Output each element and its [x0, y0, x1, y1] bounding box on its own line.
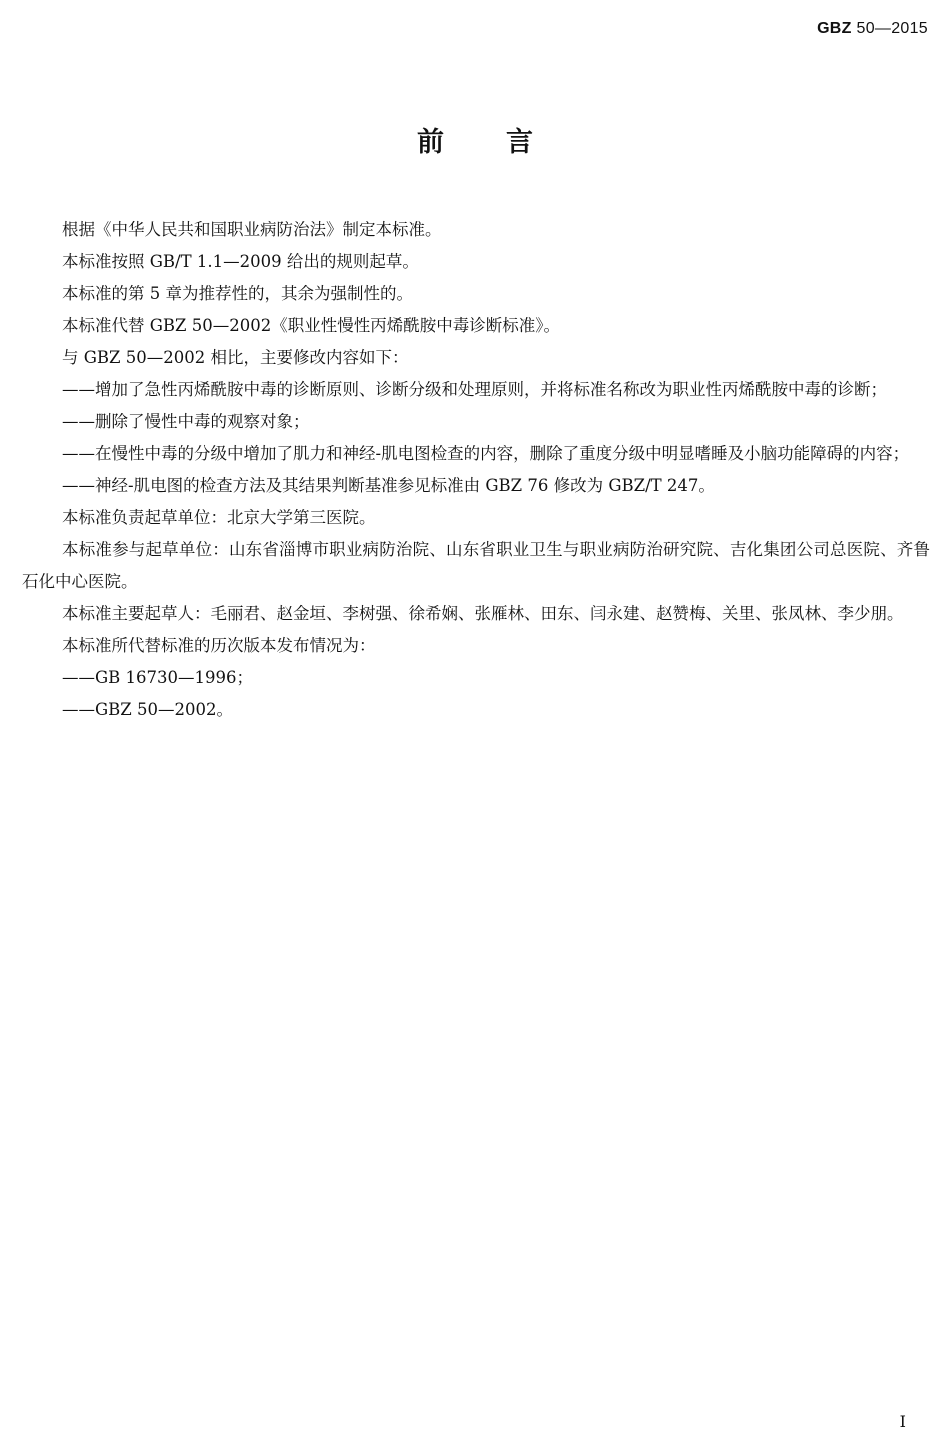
paragraph-changes-intro: 与 GBZ 50—2002 相比，主要修改内容如下： — [62, 348, 409, 367]
standard-code: GBZ — [817, 20, 852, 37]
page-title: 前言 — [417, 127, 595, 158]
change-item: ——神经-肌电图的检查方法及其结果判断基准参见标准由 GBZ 76 修改为 GBZ/T 247。 — [62, 476, 715, 495]
paragraph-legal-basis: 根据《中华人民共和国职业病防治法》制定本标准。 — [62, 220, 442, 239]
history-version-item: ——GBZ 50—2002。 — [62, 700, 234, 719]
change-item: ——在慢性中毒的分级中增加了肌力和神经-肌电图检查的内容，删除了重度分级中明显嗜睡及小脑功能障碍的内容； — [62, 444, 910, 463]
standard-number: 50—2015 — [856, 20, 928, 37]
paragraph-drafting-rules: 本标准按照 GB/T 1.1—2009 给出的规则起草。 — [62, 252, 419, 271]
paragraph-history-intro: 本标准所代替标准的历次版本发布情况为： — [62, 636, 376, 655]
paragraph-responsible-unit: 本标准负责起草单位：北京大学第三医院。 — [62, 508, 376, 527]
change-item: ——增加了急性丙烯酰胺中毒的诊断原则、诊断分级和处理原则，并将标准名称改为职业性丙烯酰胺中毒的诊断； — [62, 380, 887, 399]
paragraph-participating-units: 本标准参与起草单位：山东省淄博市职业病防治院、山东省职业卫生与职业病防治研究院、吉化集团公司总医院、齐鲁石化中心医院。 — [22, 540, 930, 591]
paragraph-main-drafters: 本标准主要起草人：毛丽君、赵金垣、李树强、徐希娴、张雁林、田东、闫永建、赵赞梅、关里、张凤林、李少朋。 — [62, 604, 904, 623]
change-item: ——删除了慢性中毒的观察对象； — [62, 412, 310, 431]
standard-number-header — [817, 20, 928, 38]
preface-body — [22, 214, 930, 726]
history-version-item: ——GB 16730—1996； — [62, 668, 254, 687]
paragraph-replaces: 本标准代替 GBZ 50—2002《职业性慢性丙烯酰胺中毒诊断标准》。 — [62, 316, 560, 335]
page-number: I — [899, 1412, 906, 1431]
paragraph-recommended-chapter: 本标准的第 5 章为推荐性的，其余为强制性的。 — [62, 284, 413, 303]
